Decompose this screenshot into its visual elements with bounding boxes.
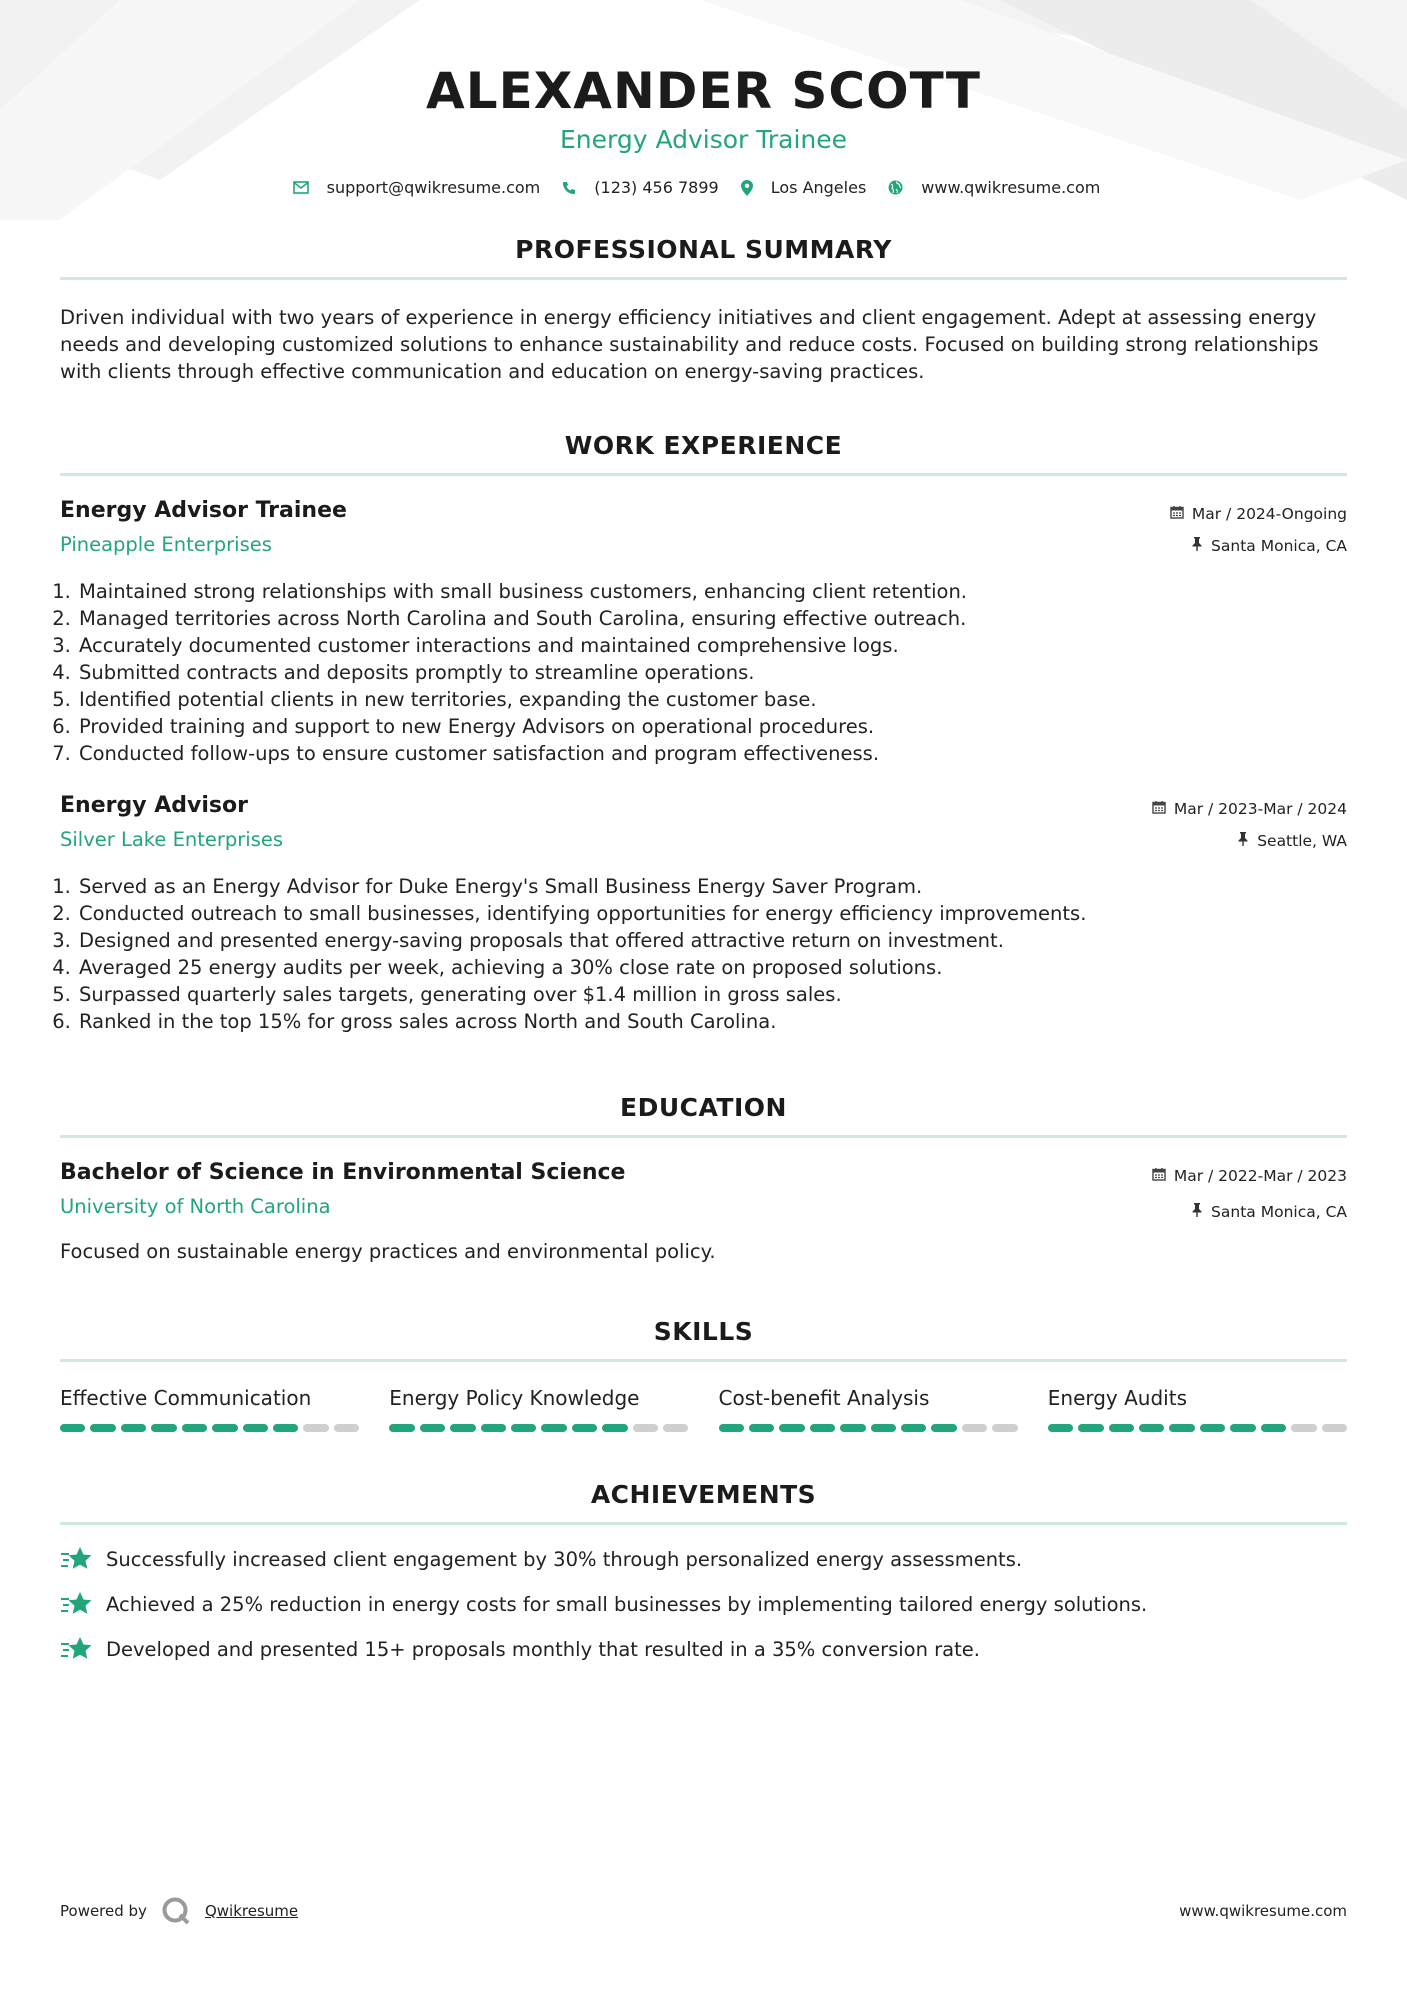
- phone-icon: [562, 181, 576, 195]
- list-item: 3. Designed and presented energy-saving proposals that offered attractive return on investment.: [77, 927, 1347, 954]
- skill-level-dot: [871, 1424, 896, 1432]
- job-entry: [60, 793, 1347, 1035]
- skill-item: [719, 1384, 1018, 1432]
- page-footer: [60, 1896, 1347, 1926]
- footer-branding: [60, 1896, 298, 1926]
- skill-level-dot: [663, 1424, 688, 1432]
- star-icon: [60, 1545, 92, 1573]
- education-meta: [1152, 1160, 1347, 1228]
- skill-item: [60, 1384, 359, 1432]
- skill-level-dot: [1230, 1424, 1255, 1432]
- powered-by-label: Powered by: [60, 1902, 147, 1920]
- achievements-heading: ACHIEVEMENTS: [590, 1480, 817, 1509]
- summary-text: Driven individual with two years of experience in energy efficiency initiatives and client engagement. Adept at assessing energy needs and developing customized solutions to enhance sustainability and reduce costs. Focused on building strong relationships with clients through effective communication and education on energy-saving practices.: [60, 306, 1319, 383]
- skill-level-dot: [840, 1424, 865, 1432]
- star-icon: [60, 1635, 92, 1663]
- section-divider: [60, 1359, 1347, 1362]
- school-name: University of North Carolina: [60, 1195, 331, 1218]
- experience-section: [60, 429, 1347, 1035]
- job-location: Santa Monica, CA: [1211, 537, 1347, 555]
- list-item: 5. Surpassed quarterly sales targets, generating over $1.4 million in gross sales.: [77, 981, 1347, 1008]
- skill-level-dot: [931, 1424, 956, 1432]
- education-description: Focused on sustainable energy practices and environmental policy.: [60, 1240, 716, 1263]
- education-entry: [60, 1160, 1347, 1265]
- list-item: 2. Managed territories across North Carolina and South Carolina, ensuring effective outreach.: [77, 605, 1347, 632]
- section-divider: [60, 1135, 1347, 1138]
- contact-email-text: support@qwikresume.com: [326, 178, 541, 197]
- education-heading: EDUCATION: [620, 1093, 787, 1122]
- skill-level-dot: [779, 1424, 804, 1432]
- job-date: Mar / 2023-Mar / 2024: [1173, 800, 1347, 818]
- footer-website-link[interactable]: www.qwikresume.com: [1179, 1902, 1347, 1920]
- list-item: 6. Provided training and support to new Energy Advisors on operational procedures.: [77, 713, 1347, 740]
- section-divider: [60, 277, 1347, 280]
- list-item: 4. Submitted contracts and deposits promptly to streamline operations.: [77, 659, 1347, 686]
- skill-level-dot: [810, 1424, 835, 1432]
- skill-level-dot: [541, 1424, 566, 1432]
- skill-level-bar: [719, 1424, 1018, 1432]
- experience-heading: WORK EXPERIENCE: [564, 431, 843, 460]
- achievement-item: [60, 1590, 1347, 1618]
- degree-title: Bachelor of Science in Environmental Science: [60, 1160, 626, 1185]
- calendar-icon: [1152, 800, 1166, 818]
- skill-level-dot: [450, 1424, 475, 1432]
- skill-level-dot: [121, 1424, 146, 1432]
- company-name: Pineapple Enterprises: [60, 533, 272, 556]
- skill-level-dot: [334, 1424, 359, 1432]
- skill-level-dot: [749, 1424, 774, 1432]
- skill-level-dot: [1200, 1424, 1225, 1432]
- achievements-list: [60, 1545, 1347, 1663]
- globe-icon: [888, 180, 903, 195]
- skill-level-dot: [602, 1424, 627, 1432]
- job-meta: [1152, 793, 1347, 857]
- job-bullets: [60, 873, 1347, 1035]
- skill-level-dot: [1291, 1424, 1316, 1432]
- company-name: Silver Lake Enterprises: [60, 828, 284, 851]
- skill-level-dot: [1261, 1424, 1286, 1432]
- skill-level-dot: [1078, 1424, 1103, 1432]
- candidate-title: Energy Advisor Trainee: [559, 125, 848, 154]
- skill-item: [389, 1384, 688, 1432]
- contact-bar: [60, 178, 1347, 197]
- job-bullets: [60, 578, 1347, 767]
- skill-level-dot: [1322, 1424, 1347, 1432]
- job-entry: [60, 498, 1347, 767]
- skills-heading: SKILLS: [653, 1317, 754, 1346]
- skill-level-dot: [60, 1424, 85, 1432]
- achievement-item: [60, 1545, 1347, 1573]
- job-title: Energy Advisor Trainee: [60, 498, 347, 523]
- calendar-icon: [1170, 505, 1184, 523]
- envelope-icon: [293, 181, 309, 194]
- skill-level-dot: [243, 1424, 268, 1432]
- achievement-text: Successfully increased client engagement by 30% through personalized energy assessments.: [106, 1547, 1023, 1571]
- achievement-item: [60, 1635, 1347, 1663]
- skill-level-dot: [1169, 1424, 1194, 1432]
- skill-level-dot: [633, 1424, 658, 1432]
- pushpin-icon: [1191, 537, 1203, 555]
- section-divider: [60, 1522, 1347, 1525]
- summary-heading: PROFESSIONAL SUMMARY: [515, 235, 892, 264]
- list-item: 1. Served as an Energy Advisor for Duke Energy's Small Business Energy Saver Program.: [77, 873, 1347, 900]
- skill-name: Effective Communication: [60, 1386, 312, 1410]
- skill-level-dot: [151, 1424, 176, 1432]
- skill-level-dot: [572, 1424, 597, 1432]
- skill-level-dot: [212, 1424, 237, 1432]
- summary-section: [60, 233, 1347, 385]
- skill-name: Energy Audits: [1047, 1386, 1187, 1410]
- education-location: Santa Monica, CA: [1211, 1203, 1347, 1221]
- section-divider: [60, 473, 1347, 476]
- list-item: 3. Accurately documented customer interactions and maintained comprehensive logs.: [77, 632, 1347, 659]
- skill-name: Energy Policy Knowledge: [389, 1386, 640, 1410]
- skill-level-dot: [481, 1424, 506, 1432]
- skill-level-dot: [1048, 1424, 1073, 1432]
- list-item: 2. Conducted outreach to small businesses, identifying opportunities for energy efficiency improvements.: [77, 900, 1347, 927]
- contact-website-text: www.qwikresume.com: [921, 178, 1101, 197]
- skill-item: [1048, 1384, 1347, 1432]
- skill-level-dot: [273, 1424, 298, 1432]
- skill-level-dot: [511, 1424, 536, 1432]
- pushpin-icon: [1237, 832, 1249, 850]
- job-title: Energy Advisor: [60, 793, 248, 818]
- skill-level-dot: [420, 1424, 445, 1432]
- skill-level-dot: [389, 1424, 414, 1432]
- skill-level-bar: [60, 1424, 359, 1432]
- skill-level-dot: [719, 1424, 744, 1432]
- qwikresume-logo-icon: [161, 1896, 191, 1926]
- list-item: 4. Averaged 25 energy audits per week, achieving a 30% close rate on proposed solutions.: [77, 954, 1347, 981]
- skill-level-bar: [1048, 1424, 1347, 1432]
- education-section: [60, 1091, 1347, 1265]
- candidate-name: ALEXANDER SCOTT: [426, 62, 981, 120]
- contact-phone[interactable]: [562, 178, 718, 197]
- achievement-text: Achieved a 25% reduction in energy costs for small businesses by implementing tailored energy solutions.: [106, 1592, 1148, 1616]
- education-date: Mar / 2022-Mar / 2023: [1173, 1167, 1347, 1185]
- star-icon: [60, 1590, 92, 1618]
- contact-location-text: Los Angeles: [770, 178, 867, 197]
- resume-header: [60, 0, 1347, 197]
- skill-level-dot: [1109, 1424, 1134, 1432]
- job-date: Mar / 2024-Ongoing: [1191, 505, 1347, 523]
- skill-level-bar: [389, 1424, 688, 1432]
- skill-name: Cost-benefit Analysis: [718, 1386, 930, 1410]
- skill-level-dot: [303, 1424, 328, 1432]
- skill-level-dot: [1139, 1424, 1164, 1432]
- contact-website[interactable]: [888, 178, 1100, 197]
- skill-level-dot: [90, 1424, 115, 1432]
- pushpin-icon: [1191, 1203, 1203, 1221]
- list-item: 6. Ranked in the top 15% for gross sales across North and South Carolina.: [77, 1008, 1347, 1035]
- list-item: 5. Identified potential clients in new territories, expanding the customer base.: [77, 686, 1347, 713]
- map-pin-icon: [741, 180, 753, 196]
- contact-email[interactable]: [293, 178, 541, 197]
- contact-phone-text: (123) 456 7899: [594, 178, 719, 197]
- skills-section: [60, 1315, 1347, 1432]
- skill-level-dot: [962, 1424, 987, 1432]
- job-location: Seattle, WA: [1257, 832, 1347, 850]
- skill-level-dot: [992, 1424, 1017, 1432]
- calendar-icon: [1152, 1167, 1166, 1185]
- skill-level-dot: [901, 1424, 926, 1432]
- skills-list: [60, 1384, 1347, 1432]
- contact-location: [741, 178, 867, 197]
- achievement-text: Developed and presented 15+ proposals monthly that resulted in a 35% conversion rate.: [106, 1637, 980, 1661]
- list-item: 7. Conducted follow-ups to ensure customer satisfaction and program effectiveness.: [77, 740, 1347, 767]
- brand-link[interactable]: Qwikresume: [204, 1902, 299, 1920]
- skill-level-dot: [182, 1424, 207, 1432]
- achievements-section: [60, 1478, 1347, 1663]
- list-item: 1. Maintained strong relationships with small business customers, enhancing client retention.: [77, 578, 1347, 605]
- job-meta: [1170, 498, 1347, 562]
